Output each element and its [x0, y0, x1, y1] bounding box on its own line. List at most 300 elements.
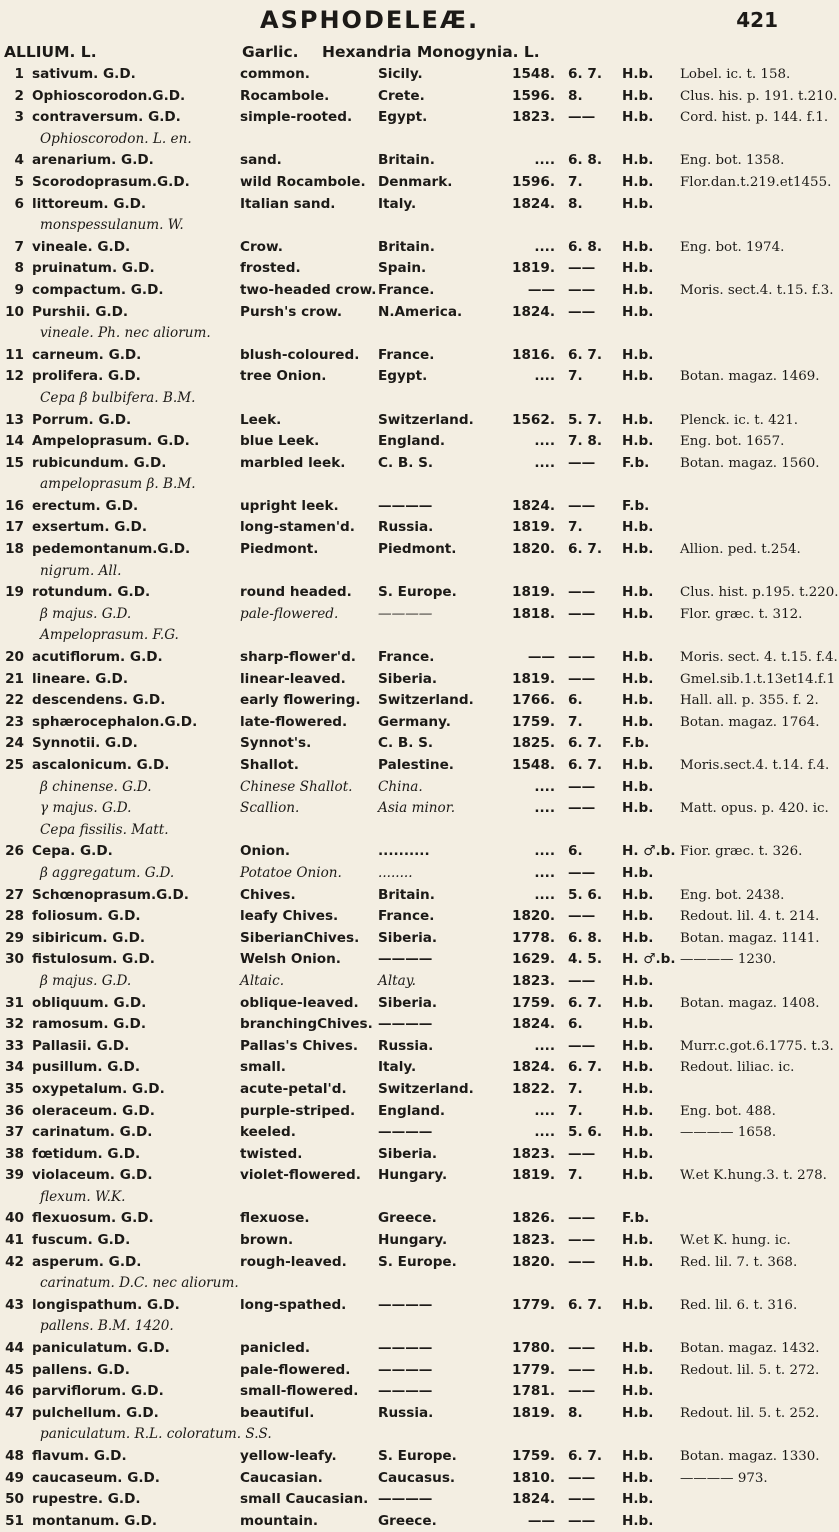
introduction-year: .... — [534, 778, 555, 795]
introduction-year: 1810. — [512, 1469, 555, 1486]
species-row — [0, 280, 834, 302]
introduction-year: 1823. — [512, 109, 555, 126]
reference: ———— 973. — [680, 1470, 768, 1486]
flowering-months: —— — [568, 1491, 596, 1508]
entry-number: 33 — [5, 1037, 24, 1054]
english-name: Welsh Onion. — [240, 951, 341, 968]
synonym-row — [0, 1187, 800, 1209]
species-name: prolifera. G.D. — [32, 368, 141, 385]
native-country: China. — [378, 778, 423, 795]
synonym-row — [0, 323, 800, 345]
habit: H.b. — [622, 1124, 654, 1141]
habit: H.b. — [622, 584, 654, 601]
native-country: Caucasus. — [378, 1469, 456, 1486]
native-country: Altay. — [378, 972, 416, 989]
reference: Botan. magaz. 1408. — [680, 995, 820, 1011]
native-country: Greece. — [378, 1512, 437, 1529]
entry-number: 17 — [5, 519, 24, 536]
native-country: Italy. — [378, 195, 417, 212]
species-row — [0, 431, 800, 453]
species-name: Purshii. G.D. — [32, 303, 129, 320]
english-name: marbled leek. — [240, 454, 346, 471]
habit: H.b. — [622, 908, 654, 925]
english-name: Onion. — [240, 843, 291, 860]
native-country: .......... — [378, 843, 430, 860]
entry-number: 30 — [5, 951, 24, 968]
entry-number: 43 — [5, 1296, 24, 1313]
english-name: Piedmont. — [240, 541, 319, 558]
species-name: vineale. G.D. — [32, 238, 131, 255]
flowering-months: —— — [568, 908, 596, 925]
native-country: Egypt. — [378, 109, 428, 126]
entry-number: 36 — [5, 1102, 24, 1119]
species-name: Cepa. G.D. — [32, 843, 113, 860]
habit: H.b. — [622, 929, 654, 946]
native-country: Siberia. — [378, 929, 438, 946]
english-name: wild Rocambole. — [240, 173, 366, 190]
species-name: ascalonicum. G.D. — [32, 757, 170, 773]
flowering-months: 6. 8. — [568, 152, 602, 169]
native-country: Switzerland. — [378, 1080, 474, 1097]
native-country: Russia. — [378, 519, 434, 536]
entry-number: 47 — [5, 1404, 24, 1421]
native-country: ———— — [378, 1340, 433, 1357]
english-name: tree Onion. — [240, 368, 327, 385]
flowering-months: —— — [568, 281, 596, 298]
reference: Matt. opus. p. 420. ic. — [680, 801, 829, 817]
habit: H.b. — [622, 238, 654, 255]
species-name: littoreum. G.D. — [32, 195, 147, 212]
native-country: Greece. — [378, 1210, 437, 1227]
entry-number: 48 — [5, 1448, 24, 1464]
habit: H.b. — [622, 864, 654, 881]
species-name: Schœnoprasum.G.D. — [32, 886, 189, 903]
reference: Lobel. ic. t. 158. — [680, 67, 791, 82]
native-country: Asia minor. — [378, 800, 456, 817]
introduction-year: 1819. — [512, 519, 555, 536]
flowering-months: —— — [568, 972, 596, 989]
synonym-row — [0, 1316, 800, 1338]
entry-number: 51 — [5, 1512, 24, 1529]
habit: H.b. — [622, 541, 654, 558]
flowering-months: —— — [568, 1145, 596, 1162]
habit: H.b. — [622, 433, 654, 450]
synonym-row — [0, 863, 800, 885]
habit: H.b. — [622, 66, 654, 82]
species-name: parviflorum. G.D. — [32, 1383, 164, 1400]
species-name: fœtidum. G.D. — [32, 1145, 141, 1162]
introduction-year: —— — [527, 1512, 555, 1529]
entry-number: 28 — [5, 908, 24, 925]
introduction-year: 1780. — [512, 1340, 555, 1357]
species-name: Cepa β bulbifera. B.M. — [40, 389, 196, 406]
english-name: pale-flowered. — [240, 1361, 351, 1378]
species-row — [0, 755, 830, 777]
reference: Cord. hist. p. 144. f.1. — [680, 110, 829, 126]
synonym-row — [0, 604, 803, 626]
species-name: Ampeloprasum. F.G. — [40, 627, 179, 644]
introduction-year: 1629. — [512, 951, 555, 968]
genus-common-name: Garlic. — [242, 43, 299, 61]
native-country: Egypt. — [378, 368, 428, 385]
habit: H.b. — [622, 1448, 654, 1464]
habit: H.b. — [622, 519, 654, 536]
native-country: Russia. — [378, 1037, 434, 1054]
reference: W.et K.hung.3. t. 278. — [680, 1168, 827, 1184]
english-name: late-flowered. — [240, 713, 348, 730]
reference: Botan. magaz. 1469. — [680, 369, 820, 385]
species-row — [0, 885, 800, 907]
species-row — [0, 712, 820, 734]
english-name: oblique-leaved. — [240, 994, 359, 1011]
native-country: ———— — [378, 1016, 433, 1033]
species-name: Pallasii. G.D. — [32, 1037, 130, 1054]
entry-number: 14 — [5, 433, 24, 450]
entry-number: 37 — [5, 1124, 24, 1141]
flowering-months: 6. 7. — [568, 346, 602, 363]
habit: H.b. — [622, 411, 654, 428]
reference: Allion. ped. t.254. — [680, 542, 801, 558]
english-name: Chives. — [240, 886, 296, 903]
english-name: sharp-flower'd. — [240, 649, 356, 666]
introduction-year: 1820. — [512, 1253, 555, 1270]
english-name: round headed. — [240, 584, 352, 601]
introduction-year: 1823. — [512, 1232, 555, 1249]
native-country: France. — [378, 346, 435, 363]
habit: H.b. — [622, 109, 654, 126]
flowering-months: 7. 8. — [568, 433, 602, 450]
habit: H.b. — [622, 886, 654, 903]
entry-number: 29 — [5, 929, 24, 946]
habit: H.b. — [622, 281, 654, 298]
flowering-months: 6. — [568, 843, 583, 860]
introduction-year: —— — [527, 281, 555, 298]
introduction-year: .... — [534, 1102, 555, 1119]
species-name: ramosum. G.D. — [32, 1016, 146, 1033]
reference: Plenck. ic. t. 421. — [680, 412, 798, 428]
habit: H.b. — [622, 1080, 654, 1097]
introduction-year: .... — [534, 800, 555, 817]
english-name: Potatoe Onion. — [240, 864, 342, 881]
page-number: 421 — [736, 8, 778, 32]
reference: ———— 1658. — [680, 1125, 777, 1141]
english-name: mountain. — [240, 1512, 319, 1529]
english-name: Caucasian. — [240, 1469, 323, 1486]
entry-number: 10 — [5, 303, 24, 320]
synonym-row — [0, 388, 800, 410]
flowering-months: —— — [568, 670, 596, 687]
habit: H.b. — [622, 1037, 654, 1054]
flowering-months: —— — [568, 864, 596, 881]
habit: H.b. — [622, 670, 654, 687]
running-head — [0, 6, 800, 40]
introduction-year: 1824. — [512, 497, 555, 514]
flowering-months: 5. 6. — [568, 1124, 602, 1141]
entry-number: 31 — [5, 994, 24, 1011]
habit: H.b. — [622, 1102, 654, 1119]
species-name: oxypetalum. G.D. — [32, 1080, 165, 1097]
english-name: acute-petal'd. — [240, 1080, 347, 1097]
introduction-year: 1779. — [512, 1296, 555, 1313]
habit: H.b. — [622, 1059, 654, 1076]
native-country: Palestine. — [378, 757, 454, 773]
habit: H.b. — [622, 87, 654, 104]
habit: H.b. — [622, 346, 654, 363]
entry-number: 8 — [14, 260, 24, 277]
english-name: long-spathed. — [240, 1296, 347, 1313]
species-row — [0, 345, 800, 367]
species-name: fuscum. G.D. — [32, 1232, 131, 1249]
species-name: sphærocephalon.G.D. — [32, 713, 198, 730]
species-row — [0, 669, 836, 691]
english-name: Rocambole. — [240, 87, 330, 104]
reference: Redout. liliac. ic. — [680, 1060, 795, 1076]
species-row — [0, 949, 800, 971]
species-row — [0, 1338, 820, 1360]
species-name: flexuosum. G.D. — [32, 1210, 154, 1227]
flowering-months: —— — [568, 303, 596, 320]
species-row — [0, 496, 800, 518]
species-row — [0, 86, 838, 108]
synonym-row — [0, 561, 800, 583]
introduction-year: 1820. — [512, 541, 555, 558]
flowering-months: —— — [568, 605, 596, 622]
flowering-months: —— — [568, 454, 596, 471]
species-name: paniculatum. G.D. — [32, 1340, 170, 1357]
species-row — [0, 1381, 800, 1403]
species-name: erectum. G.D. — [32, 497, 139, 514]
introduction-year: 1826. — [512, 1210, 555, 1227]
species-row — [0, 539, 800, 561]
introduction-year: 1766. — [512, 692, 555, 709]
english-name: Synnot's. — [240, 735, 312, 752]
flowering-months: —— — [568, 649, 596, 666]
species-row — [0, 302, 800, 324]
introduction-year: 1824. — [512, 303, 555, 320]
species-row — [0, 1360, 820, 1382]
species-name: caucaseum. G.D. — [32, 1469, 160, 1486]
species-row — [0, 733, 800, 755]
flowering-months: —— — [568, 497, 596, 514]
reference: Fior. græc. t. 326. — [680, 844, 803, 860]
native-country: Britain. — [378, 152, 435, 169]
synonym-row — [0, 820, 800, 842]
introduction-year: 1548. — [512, 757, 555, 773]
native-country: Piedmont. — [378, 541, 457, 558]
flowering-months: 6. 7. — [568, 757, 602, 773]
introduction-year: 1596. — [512, 173, 555, 190]
species-name: flexum. W.K. — [40, 1188, 126, 1205]
species-name: Synnotii. G.D. — [32, 735, 138, 752]
species-name: paniculatum. R.L. coloratum. S.S. — [40, 1426, 272, 1443]
entry-number: 39 — [5, 1167, 24, 1184]
habit: H.b. — [622, 1296, 654, 1313]
reference: Botan. magaz. 1764. — [680, 714, 820, 730]
synonym-row — [0, 971, 800, 993]
flowering-months: 7. — [568, 1167, 583, 1184]
habit: H.b. — [622, 173, 654, 190]
flowering-months: —— — [568, 778, 596, 795]
species-row — [0, 1208, 800, 1230]
species-name: longispathum. G.D. — [32, 1296, 180, 1313]
flowering-months: 7. — [568, 1102, 583, 1119]
flowering-months: 6. — [568, 1016, 583, 1033]
introduction-year: 1816. — [512, 346, 555, 363]
native-country: Siberia. — [378, 994, 438, 1011]
introduction-year: 1781. — [512, 1383, 555, 1400]
habit: F.b. — [622, 497, 650, 514]
flowering-months: 6. 7. — [568, 66, 602, 82]
species-name: carinatum. D.C. nec aliorum. — [40, 1275, 239, 1292]
habit: F.b. — [622, 454, 650, 471]
habit: H.b. — [622, 368, 654, 385]
native-country: S. Europe. — [378, 1448, 457, 1464]
habit: H.b. — [622, 152, 654, 169]
flowering-months: —— — [568, 1383, 596, 1400]
native-country: N.America. — [378, 303, 463, 320]
introduction-year: 1819. — [512, 670, 555, 687]
entry-number: 25 — [5, 757, 24, 773]
species-name: asperum. G.D. — [32, 1253, 142, 1270]
flowering-months: —— — [568, 1232, 596, 1249]
english-name: upright leek. — [240, 497, 339, 514]
entry-number: 20 — [5, 649, 24, 666]
habit: H.b. — [622, 1167, 654, 1184]
species-row — [0, 172, 832, 194]
synonym-row — [0, 798, 829, 820]
native-country: Hungary. — [378, 1167, 448, 1184]
species-row — [0, 690, 819, 712]
entry-number: 2 — [14, 87, 24, 104]
english-name: Leek. — [240, 411, 282, 428]
introduction-year: 1824. — [512, 1491, 555, 1508]
introduction-year: .... — [534, 152, 555, 169]
entry-number: 49 — [5, 1469, 24, 1486]
entry-number: 38 — [5, 1145, 24, 1162]
species-row — [0, 517, 800, 539]
species-name: obliquum. G.D. — [32, 994, 147, 1011]
species-name: Ophioscorodon.G.D. — [32, 87, 186, 104]
habit: H.b. — [622, 1361, 654, 1378]
reference: Botan. magaz. 1141. — [680, 930, 820, 946]
synonym-row — [0, 215, 800, 237]
introduction-year: 1759. — [512, 1448, 555, 1464]
species-row — [0, 993, 820, 1015]
synonym-row — [0, 777, 800, 799]
native-country: ———— — [378, 951, 433, 968]
introduction-year: —— — [527, 649, 555, 666]
habit: H.b. — [622, 1404, 654, 1421]
habit: H. ♂.b. — [622, 843, 676, 860]
english-name: keeled. — [240, 1124, 296, 1141]
species-name: exsertum. G.D. — [32, 519, 148, 536]
english-name: Chinese Shallot. — [240, 778, 353, 795]
habit: F.b. — [622, 735, 650, 752]
reference: Eng. bot. 488. — [680, 1103, 776, 1119]
entry-number: 35 — [5, 1080, 24, 1097]
english-name: SiberianChives. — [240, 929, 360, 946]
introduction-year: 1824. — [512, 1016, 555, 1033]
reference: Moris. sect. 4. t.15. f.4. — [680, 650, 838, 666]
introduction-year: 1779. — [512, 1361, 555, 1378]
flowering-months: 7. — [568, 519, 583, 536]
flowering-months: —— — [568, 1469, 596, 1486]
reference: Clus. his. p. 191. t.210. — [680, 88, 838, 104]
entry-number: 34 — [5, 1059, 24, 1076]
native-country: Sicily. — [378, 66, 423, 82]
native-country: Spain. — [378, 260, 427, 277]
flowering-months: 6. 7. — [568, 541, 602, 558]
native-country: ———— — [378, 1296, 433, 1313]
introduction-year: .... — [534, 864, 555, 881]
species-row — [0, 150, 800, 172]
english-name: rough-leaved. — [240, 1253, 347, 1270]
flowering-months: —— — [568, 1210, 596, 1227]
species-name: γ majus. G.D. — [40, 800, 132, 817]
english-name: Pallas's Chives. — [240, 1037, 358, 1054]
introduction-year: 1824. — [512, 1059, 555, 1076]
native-country: England. — [378, 1102, 446, 1119]
native-country: ........ — [378, 864, 413, 881]
species-name: arenarium. G.D. — [32, 152, 154, 169]
reference: Redout. lil. 5. t. 252. — [680, 1405, 820, 1421]
introduction-year: 1548. — [512, 66, 555, 82]
habit: H.b. — [622, 1232, 654, 1249]
reference: Eng. bot. 1358. — [680, 153, 785, 169]
species-row — [0, 1122, 800, 1144]
introduction-year: 1822. — [512, 1080, 555, 1097]
species-name: β aggregatum. G.D. — [40, 864, 175, 881]
introduction-year: 1759. — [512, 713, 555, 730]
native-country: Hungary. — [378, 1232, 448, 1249]
entry-number: 3 — [14, 109, 24, 126]
species-row — [0, 928, 820, 950]
species-row — [0, 1101, 800, 1123]
reference: Eng. bot. 2438. — [680, 887, 785, 903]
introduction-year: 1818. — [512, 605, 555, 622]
entry-number: 19 — [5, 584, 24, 601]
habit: H.b. — [622, 800, 654, 817]
species-name: lineare. G.D. — [32, 670, 128, 687]
flowering-months: 6. 7. — [568, 1059, 602, 1076]
genus-name: ALLIUM. L. — [4, 43, 97, 61]
species-name: rotundum. G.D. — [32, 584, 151, 601]
habit: H.b. — [622, 1016, 654, 1033]
english-name: Italian sand. — [240, 195, 336, 212]
species-row — [0, 107, 829, 129]
native-country: France. — [378, 908, 435, 925]
habit: H.b. — [622, 994, 654, 1011]
species-row — [0, 1403, 820, 1425]
native-country: Germany. — [378, 713, 451, 730]
species-name: Ampeloprasum. G.D. — [32, 433, 190, 450]
synonym-row — [0, 129, 800, 151]
reference: ———— 1230. — [680, 952, 777, 968]
species-row — [0, 1036, 834, 1058]
introduction-year: 1819. — [512, 584, 555, 601]
entry-number: 50 — [5, 1491, 24, 1508]
habit: H.b. — [622, 649, 654, 666]
native-country: C. B. S. — [378, 454, 434, 471]
introduction-year: .... — [534, 368, 555, 385]
reference: Redout. lil. 5. t. 272. — [680, 1362, 820, 1378]
english-name: two-headed crow. — [240, 281, 377, 298]
english-name: panicled. — [240, 1340, 311, 1357]
introduction-year: .... — [534, 843, 555, 860]
entry-number: 13 — [5, 411, 24, 428]
habit: H.b. — [622, 757, 654, 773]
species-row — [0, 582, 839, 604]
